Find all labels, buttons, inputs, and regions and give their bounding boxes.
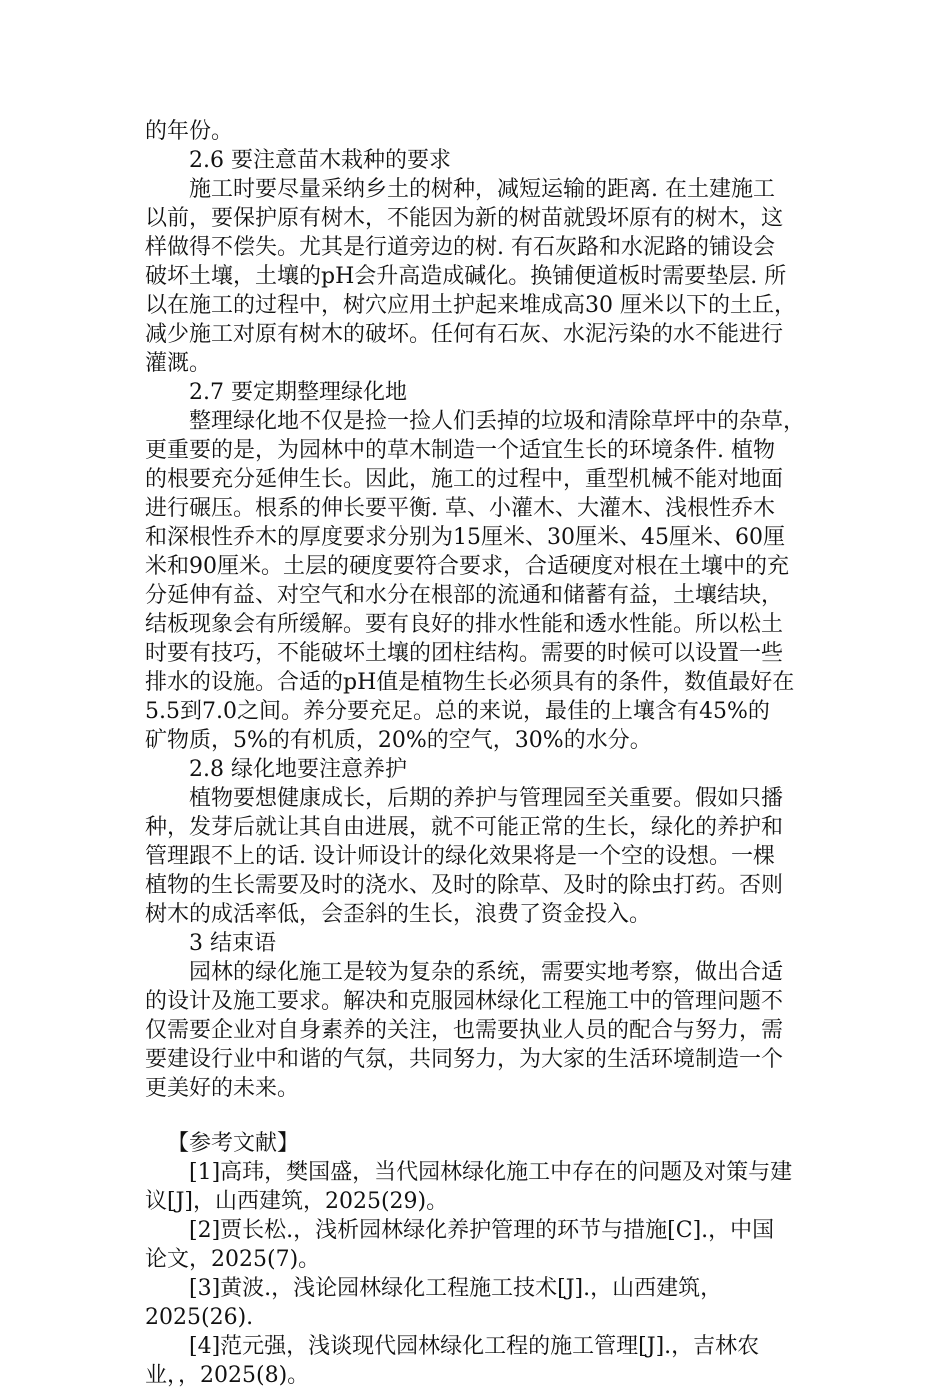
paragraph-line: 减少施工对原有树木的破坏。任何有石灰、水泥污染的水不能进行 [145,322,784,347]
paragraph-line: 灌溉。 [145,351,212,376]
section-2-6-heading: 2.6 要注意苗木栽种的要求 [189,148,451,173]
reference-line: [1]高玮，樊国盛，当代园林绿化施工中存在的问题及对策与建 [189,1160,793,1185]
reference-line: 论文，2025(7)。 [145,1247,321,1272]
paragraph-line: 时要有技巧，不能破坏土壤的团柱结构。需要的时候可以设置一些 [145,641,784,666]
paragraph-line: 以前，要保护原有树木，不能因为新的树苗就毁坏原有的树木，这 [145,206,784,231]
paragraph-line: 园林的绿化施工是较为复杂的系统，需要实地考察，做出合适 [189,960,784,985]
intro-tail-line: 的年份。 [145,119,234,144]
paragraph-line: 的根要充分延伸生长。因此，施工的过程中，重型机械不能对地面 [145,467,784,492]
paragraph-line: 5.5到7.0之间。养分要充足。总的来说，最佳的上壤含有45%的 [145,699,770,724]
paragraph-line: 植物要想健康成长，后期的养护与管理园至关重要。假如只播 [189,786,784,811]
paragraph-line: 排水的设施。合适的pH值是植物生长必须具有的条件，数值最好在 [145,670,795,695]
paragraph-line: 更美好的未来。 [145,1076,300,1101]
reference-line: [4]范元强，浅谈现代园林绿化工程的施工管理[J].，吉林农 [189,1334,760,1359]
reference-line: [3]黄波.，浅论园林绿化工程施工技术[J].，山西建筑， [189,1276,723,1301]
paragraph-line: 矿物质，5%的有机质，20%的空气，30%的水分。 [145,728,652,753]
paragraph-line: 和深根性乔木的厚度要求分别为15厘米、30厘米、45厘米、60厘 [145,525,785,550]
paragraph-line: 更重要的是，为园林中的草木制造一个适宜生长的环境条件. 植物 [145,438,775,463]
paragraph-line: 以在施工的过程中，树穴应用土护起来堆成高30 厘米以下的土丘， [145,293,796,318]
reference-line: 业，，2025(8)。 [145,1363,310,1388]
paragraph-line: 整理绿化地不仅是捡一捡人们丢掉的垃圾和清除草坪中的杂草， [189,409,806,434]
paragraph-line: 种，发芽后就让其自由进展，就不可能正常的生长，绿化的养护和 [145,815,784,840]
section-2-7-heading: 2.7 要定期整理绿化地 [189,380,407,405]
section-3-heading: 3 结束语 [189,931,276,956]
reference-line: 议[J]，山西建筑，2025(29)。 [145,1189,449,1214]
paragraph-line: 树木的成活率低，会歪斜的生长，浪费了资金投入。 [145,902,652,927]
reference-line: [2]贾长松.，浅析园林绿化养护管理的环节与措施[C].，中国 [189,1218,775,1243]
paragraph-line: 样做得不偿失。尤其是行道旁边的树. 有石灰路和水泥路的铺设会 [145,235,775,260]
reference-line: 2025(26). [145,1305,254,1330]
document-body [145,117,810,1390]
paragraph-line: 进行碾压。根系的伸长要平衡. 草、小灌木、大灌木、浅根性乔木 [145,496,775,521]
paragraph-line: 米和90厘米。土层的硬度要符合要求，合适硬度对根在土壤中的充 [145,554,789,579]
paragraph-line: 要建设行业中和谐的气氛，共同努力，为大家的生活环境制造一个 [145,1047,784,1072]
paragraph-line: 管理跟不上的话. 设计师设计的绿化效果将是一个空的设想。一棵 [145,844,775,869]
paragraph-line: 施工时要尽量采纳乡土的树种，减短运输的距离. 在土建施工 [189,177,775,202]
section-2-8-heading: 2.8 绿化地要注意养护 [189,757,407,782]
paragraph-line: 结板现象会有所缓解。要有良好的排水性能和透水性能。所以松土 [145,612,784,637]
paragraph-line: 破坏土壤，土壤的pH会升高造成碱化。换铺便道板时需要垫层. 所 [145,264,787,289]
paragraph-line: 的设计及施工要求。解决和克服园林绿化工程施工中的管理问题不 [145,989,784,1014]
references-heading: 【参考文献】 [167,1131,300,1156]
spacer [145,1103,810,1129]
paragraph-line: 仅需要企业对自身素养的关注，也需要执业人员的配合与努力，需 [145,1018,784,1043]
paragraph-line: 植物的生长需要及时的浇水、及时的除草、及时的除虫打药。否则 [145,873,784,898]
paragraph-line: 分延伸有益、对空气和水分在根部的流通和储蓄有益，土壤结块， [145,583,784,608]
